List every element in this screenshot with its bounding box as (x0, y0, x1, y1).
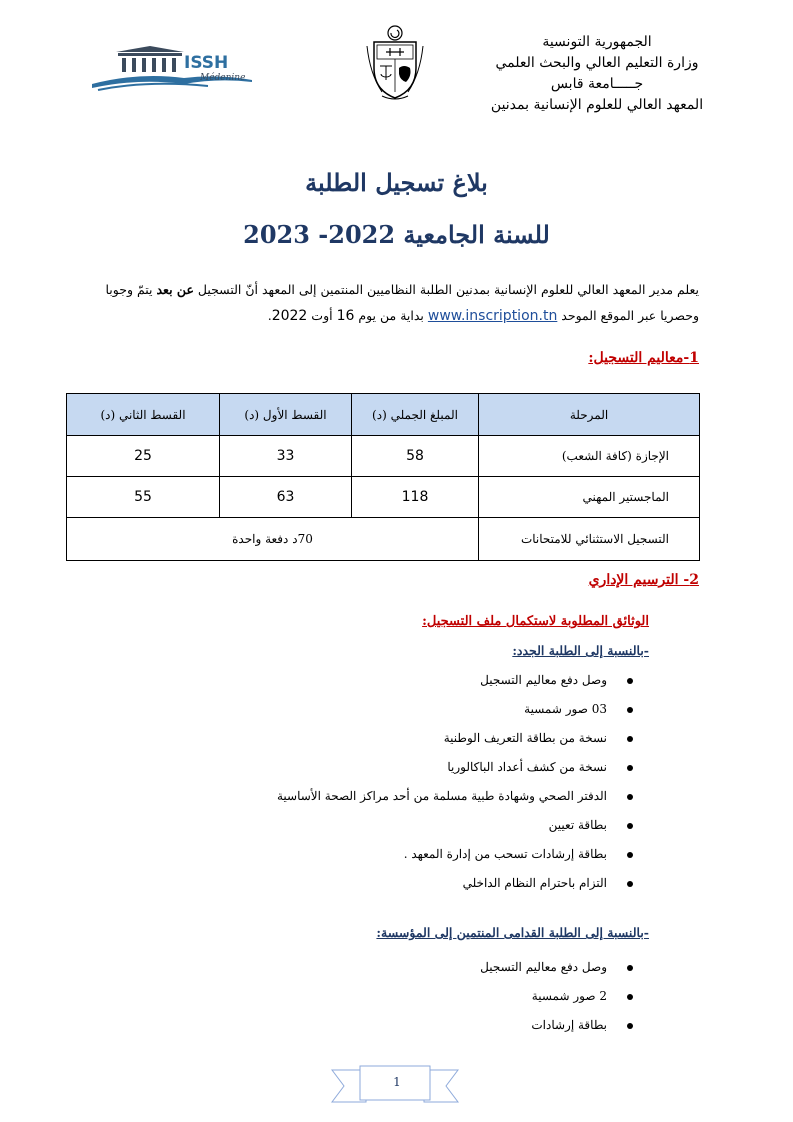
table-cell: 63 (220, 477, 352, 518)
header-line: الجمهورية التونسية (542, 34, 652, 50)
table-cell: الماجستير المهني (479, 477, 700, 518)
list-item-text: 03 صور شمسية (524, 702, 607, 716)
start-year: 2022 (271, 308, 308, 324)
page-subtitle: للسنة الجامعية 2022- 2023 (243, 220, 550, 249)
list-item-text: وصل دفع معاليم التسجيل (480, 960, 607, 974)
intro-text: يتمّ وجوبا (105, 282, 157, 297)
section-admin-heading: 2- الترسيم الإداري (588, 572, 699, 588)
table-cell: التسجيل الاستثنائي للامتحانات (479, 518, 700, 561)
list-item (277, 753, 633, 782)
intro-line-2 (89, 308, 699, 324)
table-header-row (67, 394, 700, 436)
list-item (277, 869, 633, 898)
table-cell: 33 (220, 436, 352, 477)
tunisia-coat-of-arms-icon (364, 24, 426, 104)
list-item (480, 953, 633, 982)
page-title: بلاغ تسجيل الطلبة (305, 168, 488, 197)
list-item-text: وصل دفع معاليم التسجيل (480, 673, 607, 687)
old-students-list (480, 953, 633, 1040)
old-students-heading: -بالنسبة إلى الطلبة القدامى المنتمين إلى المؤسسة: (376, 925, 649, 940)
bullet-icon (627, 794, 633, 800)
section-fees-heading: 1-معاليم التسجيل: (588, 350, 699, 366)
list-item (277, 840, 633, 869)
list-item-text: بطاقة تعيين (548, 818, 607, 832)
list-item (277, 811, 633, 840)
header-line: جـــــامعة قابس (550, 76, 644, 92)
issh-logo (88, 44, 258, 94)
logo-subtext: Médenine (200, 73, 246, 83)
table-cell: 55 (67, 477, 220, 518)
bullet-icon (627, 823, 633, 829)
table-cell: 25 (67, 436, 220, 477)
new-students-list (277, 666, 633, 898)
bullet-icon (627, 994, 633, 1000)
intro-bold: عن بعد (156, 282, 194, 297)
intro-text: يعلم مدير المعهد العالي للعلوم الإنسانية بمدنين الطلبة النظاميين المنتمين إلى المعهد أنّ التسجيل (193, 282, 699, 297)
table-row (67, 518, 700, 561)
list-item (277, 666, 633, 695)
table-cell: 58 (352, 436, 479, 477)
intro-line-1 (89, 282, 699, 297)
bullet-icon (627, 707, 633, 713)
list-item (277, 695, 633, 724)
table-cell: الإجازة (كافة الشعب) (479, 436, 700, 477)
ministry-header (467, 32, 727, 116)
header-line: المعهد العالي للعلوم الإنسانية بمدنين (490, 97, 704, 113)
bullet-icon (627, 736, 633, 742)
intro-text: وحصريا عبر الموقع الموحد (557, 308, 699, 323)
list-item-text: 2 صور شمسية (531, 989, 607, 1003)
table-row (67, 477, 700, 518)
bullet-icon (627, 852, 633, 858)
intro-text: أوت (307, 308, 337, 323)
page-number: 1 (393, 1075, 401, 1089)
start-day: 16 (336, 308, 355, 324)
list-item (480, 982, 633, 1011)
list-item-text: نسخة من بطاقة التعريف الوطنية (443, 731, 607, 745)
new-students-heading: -بالنسبة إلى الطلبة الجدد: (512, 643, 649, 658)
list-item-text: بطاقة إرشادات (531, 1018, 607, 1032)
table-header: القسط الأول (د) (220, 394, 352, 436)
table-header: المبلغ الجملي (د) (352, 394, 479, 436)
list-item-text: بطاقة إرشادات تسحب من إدارة المعهد . (403, 847, 607, 861)
docs-heading: الوثائق المطلوبة لاستكمال ملف التسجيل: (422, 614, 649, 629)
list-item (277, 724, 633, 753)
logo-text: ISSH (184, 53, 229, 73)
table-cell: 70د دفعة واحدة (67, 518, 479, 561)
list-item-text: التزام باحترام النظام الداخلي (462, 876, 607, 890)
intro-text: بداية من يوم (354, 308, 424, 323)
list-item-text: الدفتر الصحي وشهادة طبية مسلمة من أحد مراكز الصحة الأساسية (276, 789, 607, 803)
table-header: القسط الثاني (د) (67, 394, 220, 436)
intro-text: . (267, 308, 272, 323)
bullet-icon (627, 881, 633, 887)
header-line: وزارة التعليم العالي والبحث العلمي (495, 55, 699, 71)
bullet-icon (627, 678, 633, 684)
bullet-icon (627, 765, 633, 771)
list-item (480, 1011, 633, 1040)
table-header: المرحلة (479, 394, 700, 436)
inscription-link[interactable]: www.inscription.tn (427, 308, 558, 324)
fees-table (66, 393, 700, 561)
table-cell: 118 (352, 477, 479, 518)
bullet-icon (627, 965, 633, 971)
table-row (67, 436, 700, 477)
list-item (277, 782, 633, 811)
list-item-text: نسخة من كشف أعداد الباكالوريا (447, 760, 607, 774)
bullet-icon (627, 1023, 633, 1029)
